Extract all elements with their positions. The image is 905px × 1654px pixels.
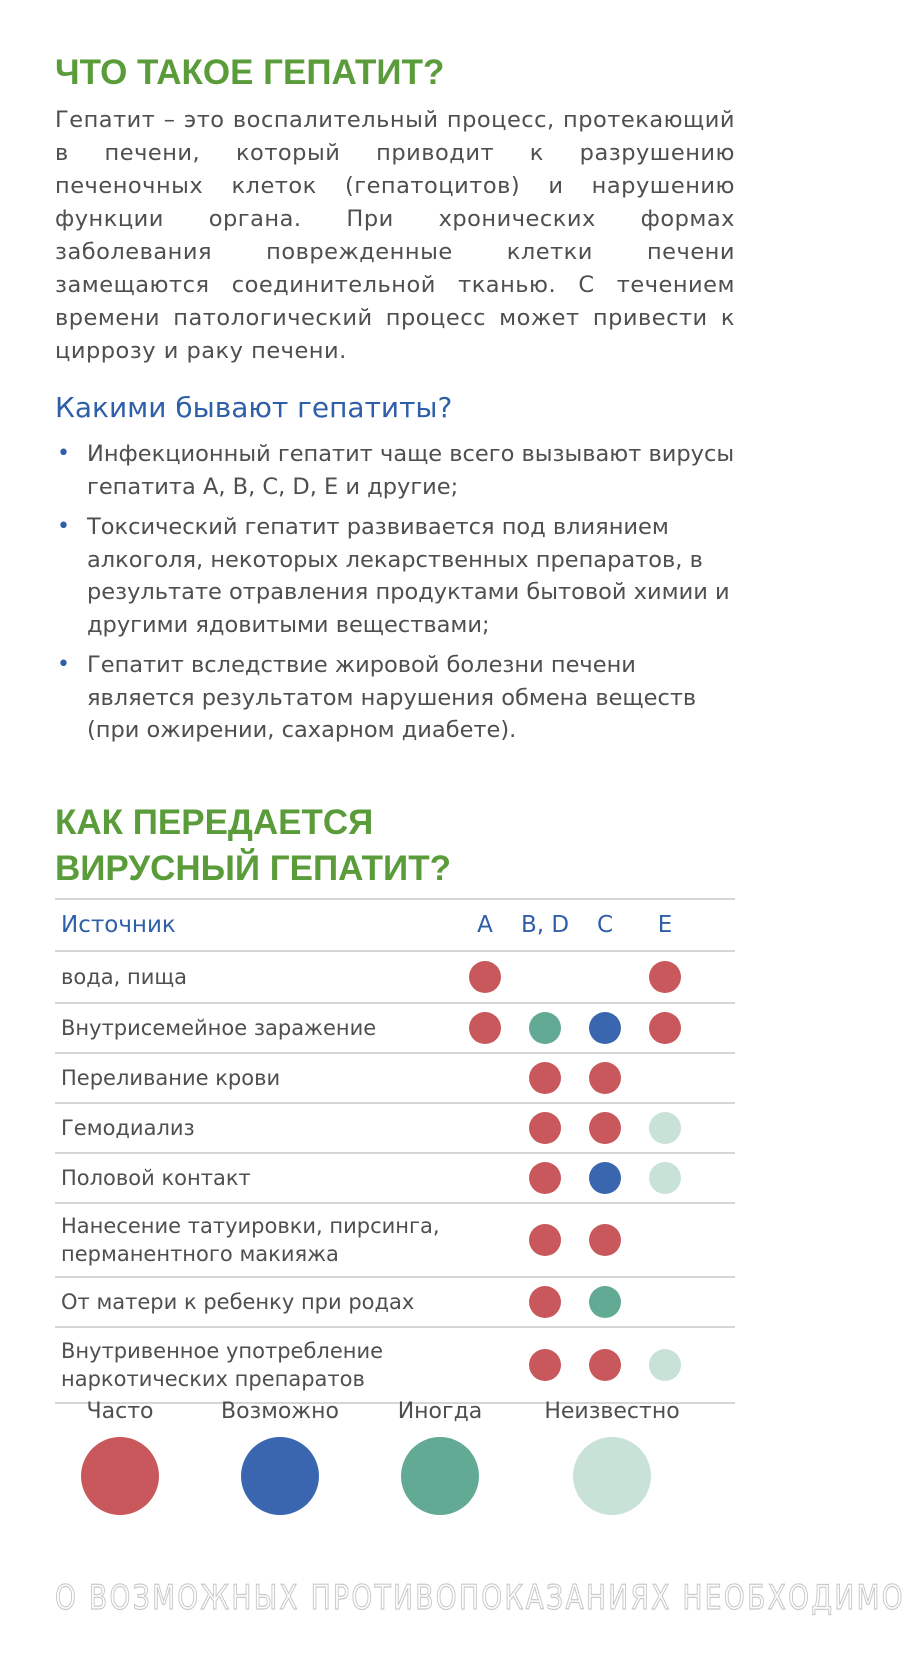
table-row — [55, 1326, 735, 1404]
often-dot-icon — [469, 1012, 501, 1044]
often-dot-icon — [529, 1349, 561, 1381]
table-cell — [580, 1054, 630, 1102]
sometimes-dot-icon — [589, 1286, 621, 1318]
table-cell — [580, 1104, 630, 1152]
possible-legend-circle-icon — [241, 1437, 319, 1515]
often-dot-icon — [649, 961, 681, 993]
legend-item-sometimes — [360, 1397, 520, 1515]
often-dot-icon — [589, 1062, 621, 1094]
table-row-source: Переливание крови — [61, 1066, 281, 1090]
hepatitis-definition-paragraph: Гепатит – это воспалительный процесс, протекающий в печени, который приводит к разрушению печеночных клеток (гепатоцитов) и нарушению функции органа. При хронических формах заболевания поврежденные клетки печени замещаются соединительной тканью. С течением времени патологический процесс может привести к циррозу и раку печени. — [55, 107, 735, 364]
often-dot-icon — [589, 1224, 621, 1256]
table-cell — [640, 1004, 690, 1052]
unknown-dot-icon — [649, 1112, 681, 1144]
hepatitis-types-list — [55, 438, 735, 755]
section-title-transmission-text: КАК ПЕРЕДАЕТСЯ ВИРУСНЫЙ ГЕПАТИТ? — [55, 803, 451, 888]
hepatitis-types-subtitle: Какими бывают гепатиты? — [55, 391, 453, 424]
often-legend-circle-icon — [81, 1437, 159, 1515]
table-row-source: Нанесение татуировки, пирсинга, перманентного макияжа — [61, 1214, 440, 1266]
often-dot-icon — [529, 1162, 561, 1194]
legend-item-often — [40, 1397, 200, 1515]
table-header-source: Источник — [61, 912, 176, 938]
table-cell — [460, 952, 510, 1002]
table-header-col: A — [477, 912, 493, 938]
possible-dot-icon — [589, 1012, 621, 1044]
table-cell — [520, 1154, 570, 1202]
list-item — [55, 438, 735, 503]
table-row — [55, 1202, 735, 1276]
often-dot-icon — [529, 1112, 561, 1144]
table-cell — [580, 1278, 630, 1326]
list-item — [55, 511, 735, 641]
possible-dot-icon — [589, 1162, 621, 1194]
table-cell — [520, 1104, 570, 1152]
table-header-col: C — [596, 912, 614, 938]
table-cell — [580, 1004, 630, 1052]
table-row — [55, 1002, 735, 1052]
often-dot-icon — [589, 1112, 621, 1144]
bullet-icon: • — [57, 441, 70, 466]
legend-label: Неизвестно — [544, 1399, 680, 1424]
table-cell — [640, 1104, 690, 1152]
unknown-dot-icon — [649, 1162, 681, 1194]
list-item-text: Токсический гепатит развивается под влиянием алкоголя, некоторых лекарственных препаратов, в результате отравления продуктами бытовой химии и другими ядовитыми веществами; — [87, 514, 730, 638]
often-dot-icon — [529, 1062, 561, 1094]
sometimes-legend-circle-icon — [401, 1437, 479, 1515]
table-header-col: E — [657, 912, 673, 938]
table-cell — [520, 1278, 570, 1326]
section-title-what-is-hepatitis: ЧТО ТАКОЕ ГЕПАТИТ? — [55, 53, 445, 92]
table-row-source: Внутрисемейное заражение — [61, 1016, 377, 1040]
legend-item-possible — [200, 1397, 360, 1515]
table-row — [55, 1052, 735, 1102]
section-title-transmission — [55, 800, 475, 892]
list-item-text: Инфекционный гепатит чаще всего вызывают вирусы гепатита A, B, C, D, E и другие; — [87, 441, 735, 500]
often-dot-icon — [469, 961, 501, 993]
often-dot-icon — [529, 1286, 561, 1318]
table-cell — [580, 1328, 630, 1402]
table-cell — [520, 1004, 570, 1052]
unknown-legend-circle-icon — [573, 1437, 651, 1515]
transmission-legend — [55, 1397, 735, 1517]
legend-label: Возможно — [221, 1399, 339, 1424]
transmission-table — [55, 898, 735, 1404]
legend-item-unknown — [532, 1397, 692, 1515]
table-cell — [640, 1328, 690, 1402]
table-cell — [520, 1054, 570, 1102]
often-dot-icon — [589, 1349, 621, 1381]
unknown-dot-icon — [649, 1349, 681, 1381]
table-header-col: B, D — [520, 912, 570, 938]
table-row — [55, 950, 735, 1002]
list-item — [55, 649, 735, 747]
footer-truncated-text: О ВОЗМОЖНЫХ ПРОТИВОПОКАЗАНИЯХ НЕОБХОДИМО — [55, 1578, 905, 1618]
table-row — [55, 1276, 735, 1326]
table-header-row — [55, 898, 735, 950]
table-cell — [640, 1154, 690, 1202]
table-row-source: От матери к ребенку при родах — [61, 1290, 415, 1314]
table-cell — [520, 1204, 570, 1276]
legend-label: Часто — [86, 1399, 154, 1424]
table-cell — [640, 952, 690, 1002]
table-cell — [460, 1004, 510, 1052]
often-dot-icon — [649, 1012, 681, 1044]
table-row-source: Гемодиализ — [61, 1116, 195, 1140]
table-cell — [520, 1328, 570, 1402]
legend-label: Иногда — [397, 1399, 483, 1424]
table-row — [55, 1102, 735, 1152]
table-cell — [580, 1154, 630, 1202]
table-row-source: Половой контакт — [61, 1166, 251, 1190]
table-row — [55, 1152, 735, 1202]
table-cell — [580, 1204, 630, 1276]
bullet-icon: • — [57, 652, 70, 677]
sometimes-dot-icon — [529, 1012, 561, 1044]
often-dot-icon — [529, 1224, 561, 1256]
list-item-text: Гепатит вследствие жировой болезни печени является результатом нарушения обмена веществ (при ожирении, сахарном диабете). — [87, 652, 697, 743]
table-row-source: вода, пища — [61, 965, 187, 989]
bullet-icon: • — [57, 514, 70, 539]
table-row-source: Внутривенное употребление наркотических препаратов — [61, 1339, 384, 1391]
